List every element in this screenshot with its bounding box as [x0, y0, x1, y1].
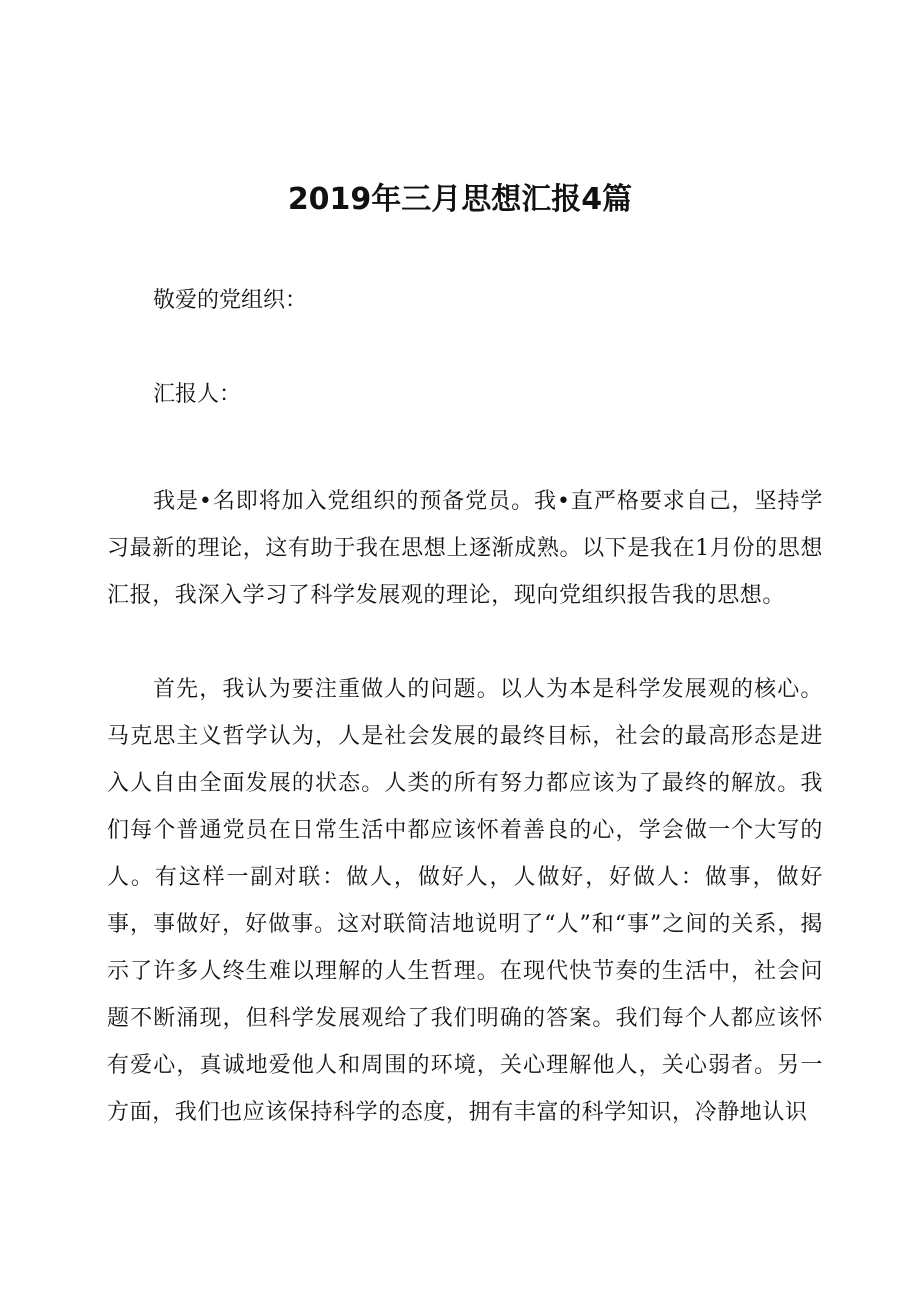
- paragraph-first-point: 首先，我认为要注重做人的问题。以人为本是科学发展观的核心。马克思主义哲学认为，人是社会发展的最终目标，社会的最高形态是进入人自由全面发展的状态。人类的所有努力都应该为了最终的解放。我们每个普通党员在日常生活中都应该怀着善良的心，学会做一个大写的人。有这样一副对联：做人，做好人，人做好，好做人：做事，做好事，事做好，好做事。这对联简洁地说明了“人”和“事”之间的关系，揭示了许多人终生难以理解的人生哲理。在现代快节奏的生活中，社会问题不断涌现，但科学发展观给了我们明确的答案。我们每个人都应该怀有爱心，真诚地爱他人和周围的环境，关心理解他人，关心弱者。另一方面，我们也应该保持科学的态度，拥有丰富的科学知识，冷静地认识: [107, 677, 823, 1125]
- reporter-label: 汇报人：: [153, 382, 242, 407]
- paragraph-intro: 我是•名即将加入党组织的预备党员。我•直严格要求自己，坚持学习最新的理论，这有助于我在思想上逐渐成熟。以下是我在1月份的思想汇报，我深入学习了科学发展观的理论，现向党组织报告我的思想。: [107, 489, 823, 608]
- salutation: 敬爱的党组织：: [153, 288, 308, 313]
- document-title: 2019年三月思想汇报4篇: [287, 182, 633, 217]
